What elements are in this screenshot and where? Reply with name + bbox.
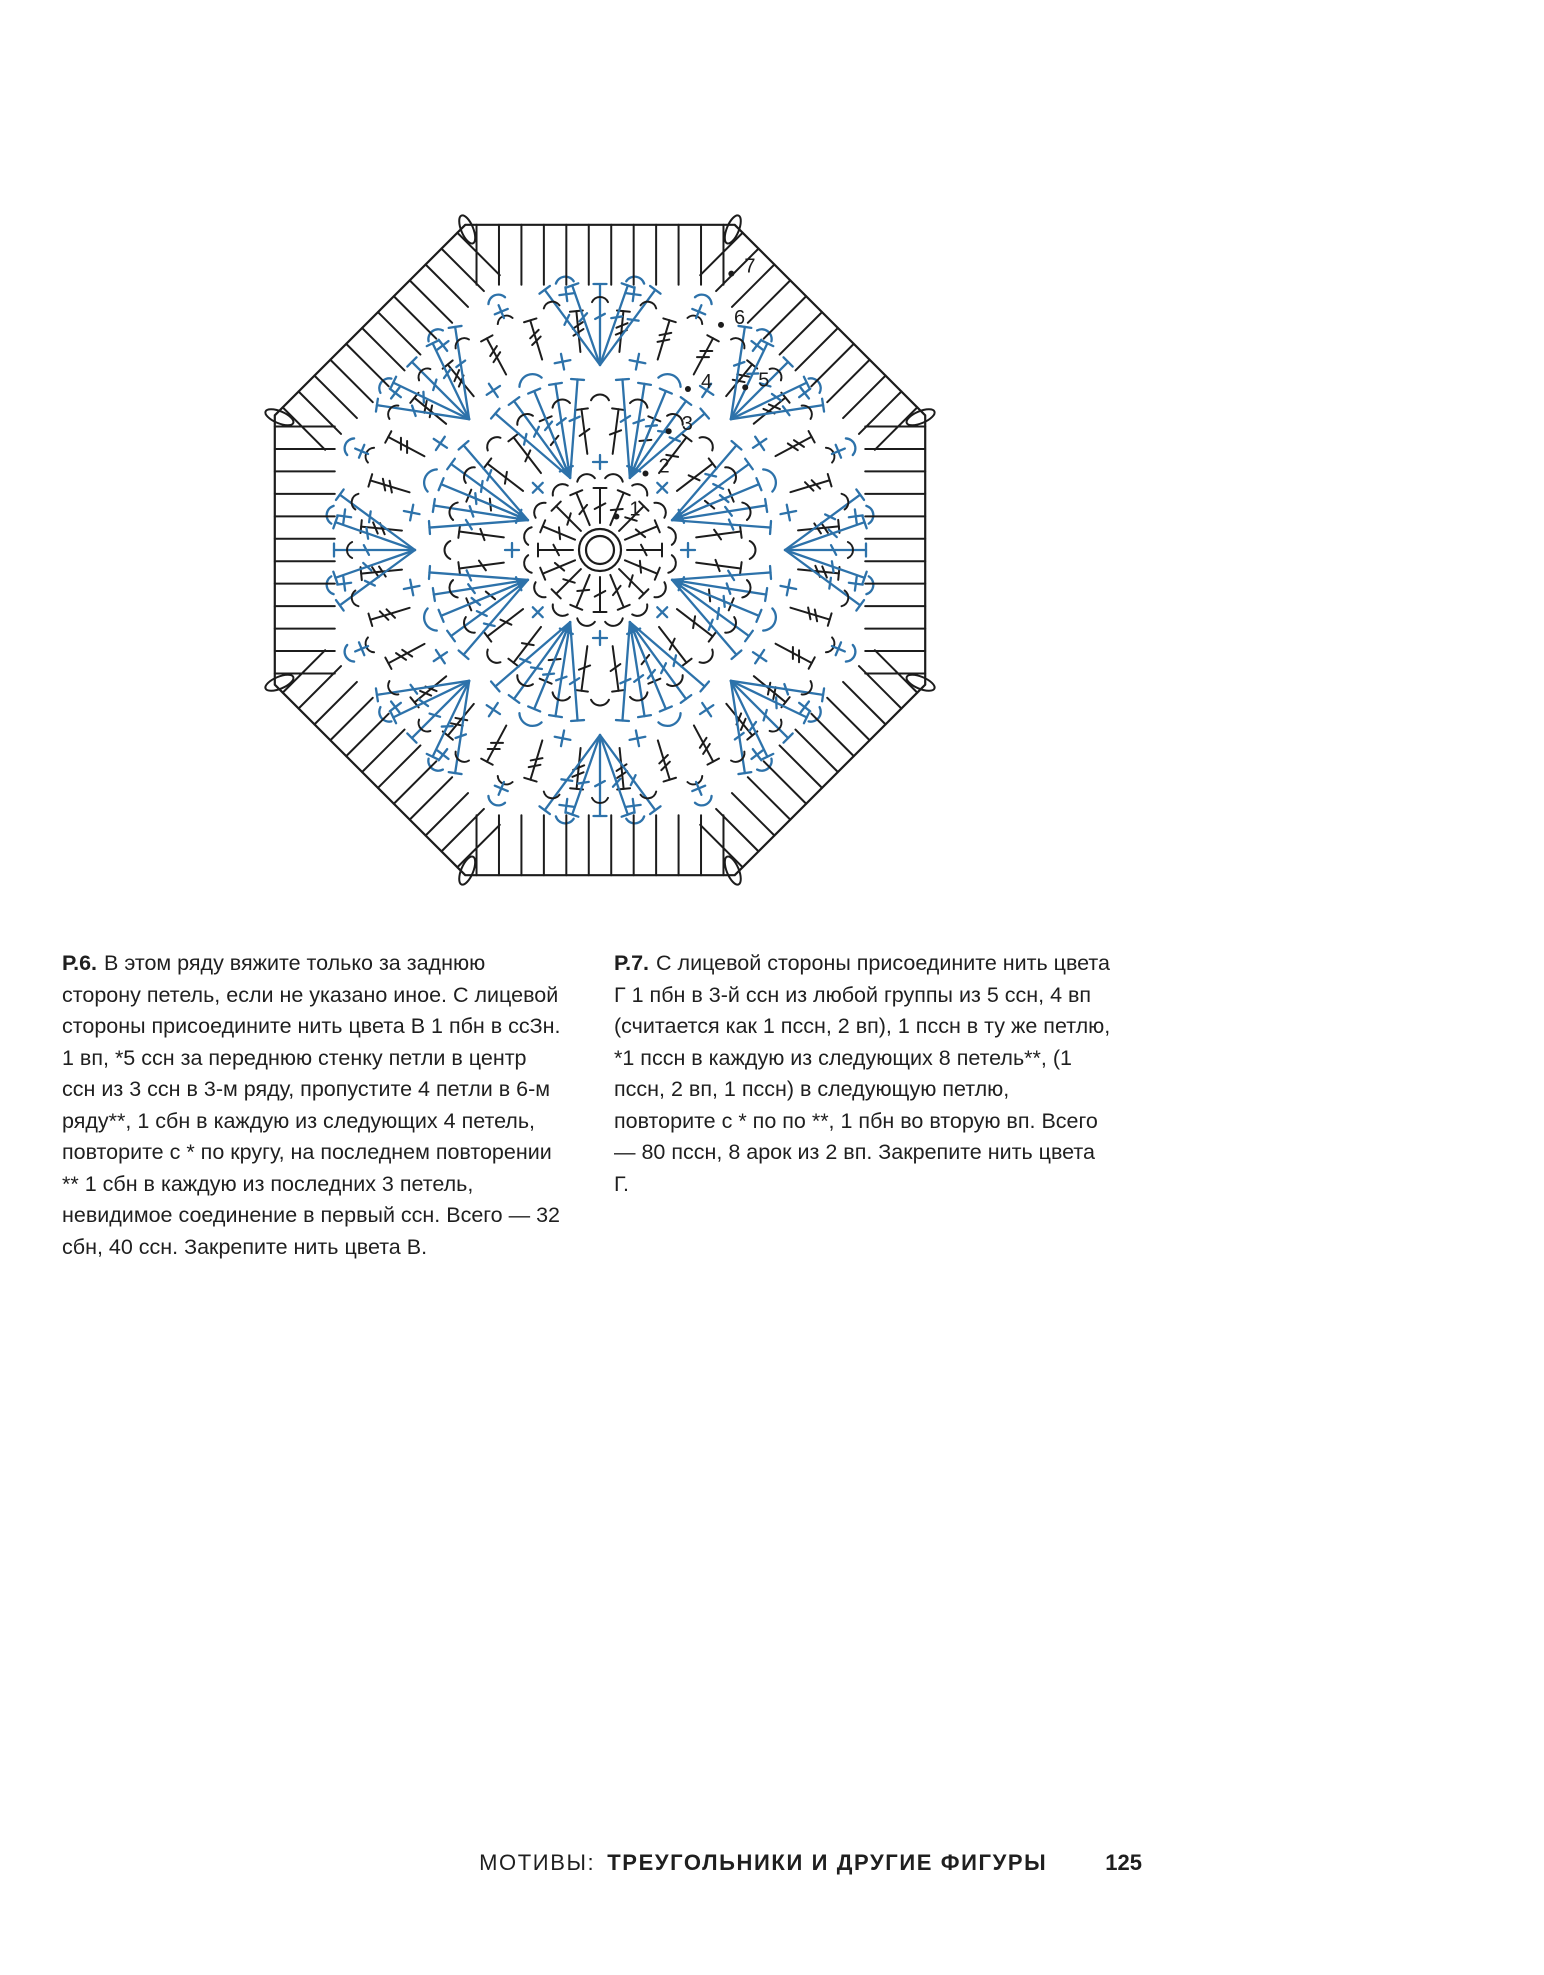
- crochet-chart-svg: [100, 130, 1100, 970]
- footer-page-number: 125: [1105, 1850, 1142, 1875]
- instruction-p7: [614, 948, 1114, 1263]
- instructions: [62, 948, 1122, 1263]
- svg-text:7: 7: [744, 255, 756, 278]
- crochet-chart: [100, 130, 1100, 970]
- instruction-p7-text: С лицевой стороны присоедините нить цвета Г 1 пбн в 3-й ссн из любой группы из 5 ссн, 4 вп (считается как 1 пссн, 2 вп), 1 пссн в ту же петлю, *1 пссн в каждую из следующих 8 петель**, (1 пссн, 2 вп, 1 пссн) в следующую петлю, повторите с * по по **, 1 пбн во вторую вп. Всего — 80 пссн, 8 арок из 2 вп. Закрепите нить цвета Г.: [614, 951, 1111, 1196]
- page-footer: [0, 1850, 1142, 1876]
- svg-text:4: 4: [700, 370, 713, 393]
- footer-section-title: ТРЕУГОЛЬНИКИ И ДРУГИЕ ФИГУРЫ: [607, 1850, 1048, 1875]
- footer-section-label: МОТИВЫ:: [479, 1850, 596, 1875]
- svg-text:3: 3: [681, 413, 693, 436]
- instruction-p6-label: Р.6.: [62, 951, 98, 975]
- instruction-p7-label: Р.7.: [614, 951, 650, 975]
- instruction-p6-text: В этом ряду вяжите только за заднюю сторону петель, если не указано иное. С лицевой стороны присоедините нить цвета В 1 пбн в ссЗн. 1 вп, *5 ссн за переднюю стенку петли в центр ссн из 3 ссн в 3-м ряду, пропустите 4 петли в 6-м ряду**, 1 сбн в каждую из следующих 4 петель, повторите с * по кругу, на последнем повторении ** 1 сбн в каждую из последних 3 петель, невидимое соединение в первый ссн. Всего — 32 сбн, 40 ссн. Закрепите нить цвета В.: [62, 951, 561, 1259]
- svg-text:5: 5: [758, 369, 770, 392]
- svg-text:1: 1: [629, 498, 641, 521]
- instruction-p6: [62, 948, 562, 1263]
- svg-text:2: 2: [658, 455, 670, 478]
- svg-text:6: 6: [734, 306, 746, 329]
